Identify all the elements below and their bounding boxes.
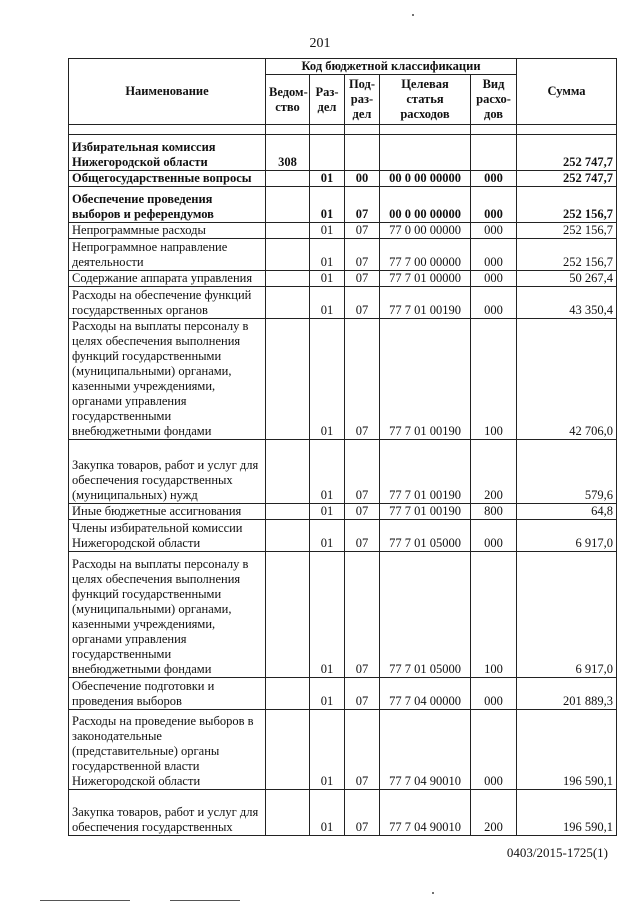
header-name: Наименование bbox=[69, 59, 266, 125]
row-razdel-cell: 01 bbox=[310, 223, 345, 239]
row-sum-cell: 6 917,0 bbox=[517, 520, 617, 552]
table-row bbox=[69, 171, 617, 187]
row-target-cell: 77 7 04 90010 bbox=[380, 710, 471, 790]
header-code-group: Код бюджетной классификации bbox=[266, 59, 517, 75]
row-vedomstvo-cell bbox=[266, 319, 310, 440]
table-row bbox=[69, 319, 617, 440]
scan-dot bbox=[412, 14, 414, 16]
table-row bbox=[69, 440, 617, 504]
row-sum-cell: 6 917,0 bbox=[517, 552, 617, 678]
row-sum-cell: 43 350,4 bbox=[517, 287, 617, 319]
row-vid-cell: 800 bbox=[471, 504, 517, 520]
row-razdel-cell: 01 bbox=[310, 287, 345, 319]
row-target-cell: 77 7 01 05000 bbox=[380, 552, 471, 678]
scan-dot bbox=[432, 892, 434, 894]
row-razdel-cell: 01 bbox=[310, 520, 345, 552]
row-name-cell: Обеспечение проведения выборов и референдумов bbox=[69, 187, 266, 223]
row-vid-cell: 000 bbox=[471, 223, 517, 239]
table-row bbox=[69, 287, 617, 319]
table-row bbox=[69, 135, 617, 171]
header-sum: Сумма bbox=[517, 59, 617, 125]
row-name-cell: Расходы на проведение выборов в законодательные (представительные) органы государственной власти Нижегородской области bbox=[69, 710, 266, 790]
row-razdel-cell: 01 bbox=[310, 710, 345, 790]
row-sum-cell: 196 590,1 bbox=[517, 790, 617, 836]
table-row bbox=[69, 271, 617, 287]
row-sum-cell: 64,8 bbox=[517, 504, 617, 520]
row-target-cell: 77 7 01 00000 bbox=[380, 271, 471, 287]
row-podrazdel-cell: 07 bbox=[345, 552, 380, 678]
row-vid-cell: 000 bbox=[471, 239, 517, 271]
row-name-cell: Расходы на обеспечение функций государственных органов bbox=[69, 287, 266, 319]
row-target-cell: 77 7 01 00190 bbox=[380, 287, 471, 319]
row-target-cell: 00 0 00 00000 bbox=[380, 171, 471, 187]
table-row bbox=[69, 520, 617, 552]
table-row bbox=[69, 552, 617, 678]
row-target-cell: 77 7 01 00190 bbox=[380, 504, 471, 520]
row-name-cell: Содержание аппарата управления bbox=[69, 271, 266, 287]
row-name-cell: Обеспечение подготовки и проведения выборов bbox=[69, 678, 266, 710]
row-target-cell: 77 0 00 00000 bbox=[380, 223, 471, 239]
footer-code: 0403/2015-1725(1) bbox=[506, 845, 608, 860]
row-razdel-cell: 01 bbox=[310, 504, 345, 520]
row-razdel-cell: 01 bbox=[310, 239, 345, 271]
row-vedomstvo-cell bbox=[266, 504, 310, 520]
table-row bbox=[69, 710, 617, 790]
row-sum-cell: 252 156,7 bbox=[517, 187, 617, 223]
row-vid-cell: 000 bbox=[471, 520, 517, 552]
row-podrazdel-cell: 07 bbox=[345, 504, 380, 520]
row-razdel-cell: 01 bbox=[310, 678, 345, 710]
row-vid-cell: 000 bbox=[471, 710, 517, 790]
row-razdel-cell: 01 bbox=[310, 790, 345, 836]
row-target-cell: 77 7 01 00190 bbox=[380, 440, 471, 504]
row-razdel-cell bbox=[310, 135, 345, 171]
row-vid-cell: 000 bbox=[471, 287, 517, 319]
row-vid-cell: 100 bbox=[471, 552, 517, 678]
row-razdel-cell: 01 bbox=[310, 171, 345, 187]
row-vid-cell: 000 bbox=[471, 678, 517, 710]
row-vedomstvo-cell bbox=[266, 223, 310, 239]
row-podrazdel-cell: 07 bbox=[345, 287, 380, 319]
row-podrazdel-cell: 07 bbox=[345, 187, 380, 223]
row-razdel-cell: 01 bbox=[310, 271, 345, 287]
row-target-cell: 77 7 01 00190 bbox=[380, 319, 471, 440]
row-sum-cell: 196 590,1 bbox=[517, 710, 617, 790]
row-podrazdel-cell: 07 bbox=[345, 520, 380, 552]
header-podrazdel: Под- раз- дел bbox=[345, 75, 380, 125]
row-name-cell: Закупка товаров, работ и услуг для обеспечения государственных (муниципальных) нужд bbox=[69, 440, 266, 504]
row-name-cell: Общегосударственные вопросы bbox=[69, 171, 266, 187]
spacer-row bbox=[69, 125, 617, 135]
row-podrazdel-cell: 07 bbox=[345, 239, 380, 271]
row-name-cell: Иные бюджетные ассигнования bbox=[69, 504, 266, 520]
table-body bbox=[69, 135, 617, 836]
table-row bbox=[69, 504, 617, 520]
row-sum-cell: 42 706,0 bbox=[517, 319, 617, 440]
row-sum-cell: 252 156,7 bbox=[517, 239, 617, 271]
row-vedomstvo-cell bbox=[266, 239, 310, 271]
scan-mark bbox=[170, 900, 240, 901]
row-name-cell: Члены избирательной комиссии Нижегородской области bbox=[69, 520, 266, 552]
row-podrazdel-cell: 07 bbox=[345, 319, 380, 440]
row-vid-cell: 200 bbox=[471, 440, 517, 504]
row-podrazdel-cell: 07 bbox=[345, 678, 380, 710]
row-target-cell: 77 7 04 90010 bbox=[380, 790, 471, 836]
header-target: Целевая статья расходов bbox=[380, 75, 471, 125]
row-name-cell: Закупка товаров, работ и услуг для обеспечения государственных bbox=[69, 790, 266, 836]
row-razdel-cell: 01 bbox=[310, 319, 345, 440]
row-vedomstvo-cell bbox=[266, 520, 310, 552]
table-row bbox=[69, 187, 617, 223]
table-header bbox=[69, 59, 617, 135]
table-row bbox=[69, 790, 617, 836]
row-target-cell bbox=[380, 135, 471, 171]
row-sum-cell: 252 747,7 bbox=[517, 135, 617, 171]
row-vid-cell: 000 bbox=[471, 171, 517, 187]
row-target-cell: 77 7 00 00000 bbox=[380, 239, 471, 271]
row-vedomstvo-cell bbox=[266, 710, 310, 790]
row-vedomstvo-cell bbox=[266, 187, 310, 223]
row-vid-cell: 000 bbox=[471, 271, 517, 287]
table-row bbox=[69, 223, 617, 239]
row-vid-cell: 000 bbox=[471, 187, 517, 223]
page-number: 201 bbox=[309, 36, 331, 51]
budget-table bbox=[68, 58, 617, 836]
row-name-cell: Расходы на выплаты персоналу в целях обеспечения выполнения функций государственными (муниципальными) органами, казенными учреждениями, органами управления государственными внебюджетными фондами bbox=[69, 552, 266, 678]
row-sum-cell: 201 889,3 bbox=[517, 678, 617, 710]
row-sum-cell: 252 747,7 bbox=[517, 171, 617, 187]
row-podrazdel-cell: 07 bbox=[345, 710, 380, 790]
row-name-cell: Непрограммное направление деятельности bbox=[69, 239, 266, 271]
row-sum-cell: 579,6 bbox=[517, 440, 617, 504]
row-podrazdel-cell bbox=[345, 135, 380, 171]
table-row bbox=[69, 239, 617, 271]
row-vedomstvo-cell bbox=[266, 271, 310, 287]
row-podrazdel-cell: 07 bbox=[345, 271, 380, 287]
row-vedomstvo-cell bbox=[266, 552, 310, 678]
table-row bbox=[69, 678, 617, 710]
row-razdel-cell: 01 bbox=[310, 552, 345, 678]
header-vid: Вид расхо- дов bbox=[471, 75, 517, 125]
row-podrazdel-cell: 00 bbox=[345, 171, 380, 187]
row-podrazdel-cell: 07 bbox=[345, 790, 380, 836]
row-razdel-cell: 01 bbox=[310, 187, 345, 223]
row-vedomstvo-cell bbox=[266, 287, 310, 319]
row-name-cell: Избирательная комиссия Нижегородской области bbox=[69, 135, 266, 171]
row-vid-cell bbox=[471, 135, 517, 171]
row-vedomstvo-cell bbox=[266, 678, 310, 710]
row-vid-cell: 200 bbox=[471, 790, 517, 836]
row-podrazdel-cell: 07 bbox=[345, 440, 380, 504]
row-razdel-cell: 01 bbox=[310, 440, 345, 504]
row-vedomstvo-cell: 308 bbox=[266, 135, 310, 171]
row-vedomstvo-cell bbox=[266, 171, 310, 187]
row-name-cell: Расходы на выплаты персоналу в целях обеспечения выполнения функций государственными (муниципальными) органами, казенными учреждениями, органами управления государственными внебюджетными фондами bbox=[69, 319, 266, 440]
row-vid-cell: 100 bbox=[471, 319, 517, 440]
row-target-cell: 77 7 01 05000 bbox=[380, 520, 471, 552]
row-target-cell: 00 0 00 00000 bbox=[380, 187, 471, 223]
row-sum-cell: 50 267,4 bbox=[517, 271, 617, 287]
scan-mark bbox=[40, 900, 130, 901]
header-vedomstvo: Ведом- ство bbox=[266, 75, 310, 125]
row-name-cell: Непрограммные расходы bbox=[69, 223, 266, 239]
row-podrazdel-cell: 07 bbox=[345, 223, 380, 239]
row-vedomstvo-cell bbox=[266, 790, 310, 836]
row-sum-cell: 252 156,7 bbox=[517, 223, 617, 239]
row-vedomstvo-cell bbox=[266, 440, 310, 504]
header-razdel: Раз- дел bbox=[310, 75, 345, 125]
row-target-cell: 77 7 04 00000 bbox=[380, 678, 471, 710]
